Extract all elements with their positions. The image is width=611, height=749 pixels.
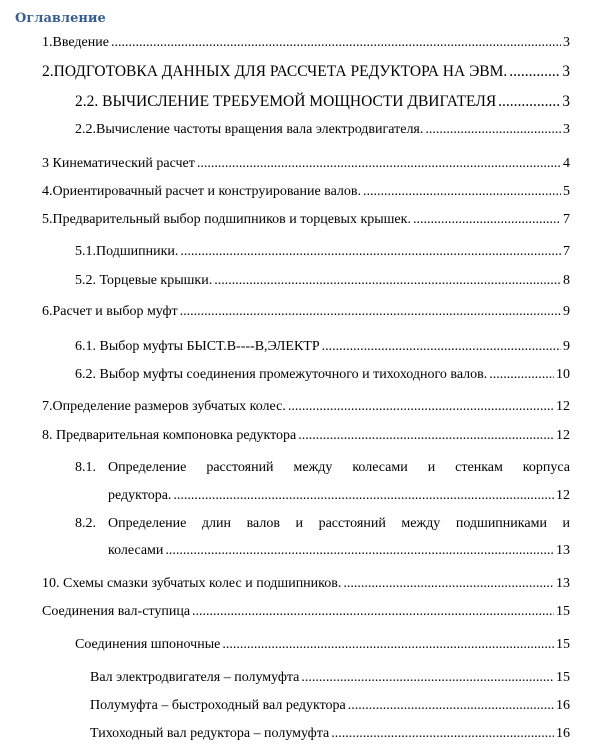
dot-leader bbox=[425, 121, 561, 139]
toc-entry[interactable] bbox=[42, 63, 570, 81]
toc-entry[interactable] bbox=[90, 725, 570, 743]
toc-entry[interactable] bbox=[42, 603, 570, 621]
entry-page: 15 bbox=[556, 604, 570, 619]
entry-text: 2.2. ВЫЧИСЛЕНИЕ ТРЕБУЕМОЙ МОЩНОСТИ ДВИГАТЕЛЯ bbox=[75, 93, 497, 110]
entry-text-line2: редуктора. bbox=[108, 488, 172, 503]
entry-page: 15 bbox=[556, 670, 570, 685]
entry-page: 9 bbox=[563, 304, 570, 319]
entry-text: 6.Расчет и выбор муфт bbox=[42, 304, 178, 319]
dot-leader bbox=[197, 155, 561, 173]
toc-entry[interactable] bbox=[75, 93, 570, 111]
dot-leader bbox=[343, 575, 554, 593]
entry-text: 6.1. Выбор муфты БЫСТ.В----В,ЭЛЕКТР bbox=[75, 339, 320, 354]
dot-leader bbox=[348, 697, 554, 715]
entry-page: 8 bbox=[563, 273, 570, 288]
entry-page: 3 bbox=[563, 35, 570, 50]
entry-text: 5.Предварительный выбор подшипников и торцевых крышек. bbox=[42, 212, 411, 227]
toc-entry[interactable] bbox=[42, 427, 570, 445]
entry-text: 5.2. Торцевые крышки. bbox=[75, 273, 213, 288]
toc-entry[interactable] bbox=[42, 155, 570, 173]
toc-entry[interactable] bbox=[42, 575, 570, 593]
toc-entry[interactable] bbox=[75, 338, 570, 356]
dot-leader bbox=[331, 725, 554, 743]
entry-text-line1[interactable]: Определение расстояний между колесами и стенкам корпуса bbox=[108, 460, 570, 475]
entry-page: 3 bbox=[562, 93, 570, 110]
toc-entry[interactable] bbox=[75, 121, 570, 139]
entry-text: 7.Определение размеров зубчатых колес. bbox=[42, 399, 286, 414]
dot-leader bbox=[165, 542, 554, 560]
entry-text-line2: колесами bbox=[108, 543, 164, 558]
entry-number: 8.2. bbox=[75, 516, 96, 531]
toc-entry[interactable] bbox=[108, 487, 570, 505]
entry-page: 7 bbox=[563, 212, 570, 227]
entry-text: 4.Ориентировачный расчет и конструирование валов. bbox=[42, 184, 362, 199]
dot-leader bbox=[173, 487, 554, 505]
entry-text: Соединения шпоночные bbox=[75, 637, 221, 652]
dot-leader bbox=[363, 183, 561, 201]
entry-page: 12 bbox=[556, 399, 570, 414]
toc-entry[interactable] bbox=[75, 272, 570, 290]
toc-entry[interactable] bbox=[75, 243, 570, 261]
entry-page: 13 bbox=[556, 576, 570, 591]
entry-text: 8. Предварительная компоновка редуктора bbox=[42, 428, 297, 443]
toc-heading: Оглавление bbox=[15, 11, 106, 26]
dot-leader bbox=[509, 63, 560, 81]
entry-text: 1.Введение bbox=[42, 35, 109, 50]
entry-text: Тихоходный вал редуктора – полумуфта bbox=[90, 726, 330, 741]
entry-text: Вал электродвигателя – полумуфта bbox=[90, 670, 300, 685]
toc-entry[interactable] bbox=[42, 34, 570, 52]
entry-text: 6.2. Выбор муфты соединения промежуточного и тихоходного валов. bbox=[75, 367, 488, 382]
entry-text: 3 Кинематический расчет bbox=[42, 156, 195, 171]
entry-page: 9 bbox=[563, 339, 570, 354]
entry-text-line1[interactable]: Определение длин валов и расстояний между подшипниками и bbox=[108, 516, 570, 531]
entry-page: 13 bbox=[556, 543, 570, 558]
toc-entry[interactable] bbox=[75, 636, 570, 654]
entry-text: 5.1.Подшипники. bbox=[75, 244, 179, 259]
entry-page: 4 bbox=[563, 156, 570, 171]
entry-text: 2.ПОДГОТОВКА ДАННЫХ ДЛЯ РАССЧЕТА РЕДУКТОРА НА ЭВМ. bbox=[42, 63, 508, 80]
dot-leader bbox=[180, 243, 561, 261]
dot-leader bbox=[288, 398, 554, 416]
dot-leader bbox=[498, 93, 560, 111]
dot-leader bbox=[180, 303, 561, 321]
dot-leader bbox=[192, 603, 554, 621]
entry-page: 5 bbox=[563, 184, 570, 199]
toc-entry[interactable] bbox=[42, 211, 570, 229]
entry-page: 10 bbox=[556, 367, 570, 382]
toc-entry[interactable] bbox=[90, 669, 570, 687]
entry-text: 2.2.Вычисление частоты вращения вала электродвигателя. bbox=[75, 122, 424, 137]
entry-page: 3 bbox=[563, 122, 570, 137]
toc-entry[interactable] bbox=[75, 366, 570, 384]
toc-entry[interactable] bbox=[42, 398, 570, 416]
entry-page: 15 bbox=[556, 637, 570, 652]
dot-leader bbox=[322, 338, 561, 356]
entry-page: 16 bbox=[556, 726, 570, 741]
entry-number: 8.1. bbox=[75, 460, 96, 475]
toc-entry[interactable] bbox=[42, 303, 570, 321]
entry-page: 12 bbox=[556, 488, 570, 503]
dot-leader bbox=[222, 636, 554, 654]
dot-leader bbox=[111, 34, 561, 52]
toc-entry[interactable] bbox=[90, 697, 570, 715]
entry-page: 16 bbox=[556, 698, 570, 713]
dot-leader bbox=[301, 669, 554, 687]
entry-text: Полумуфта – быстроходный вал редуктора bbox=[90, 698, 346, 713]
dot-leader bbox=[413, 211, 561, 229]
toc-entry[interactable] bbox=[108, 542, 570, 560]
entry-text: 10. Схемы смазки зубчатых колес и подшипников. bbox=[42, 576, 342, 591]
entry-page: 12 bbox=[556, 428, 570, 443]
entry-text: Соединения вал-ступица bbox=[42, 604, 191, 619]
toc-entry[interactable] bbox=[42, 183, 570, 201]
dot-leader bbox=[298, 427, 554, 445]
dot-leader bbox=[489, 366, 554, 384]
dot-leader bbox=[214, 272, 561, 290]
entry-page: 7 bbox=[563, 244, 570, 259]
entry-page: 3 bbox=[562, 63, 570, 80]
